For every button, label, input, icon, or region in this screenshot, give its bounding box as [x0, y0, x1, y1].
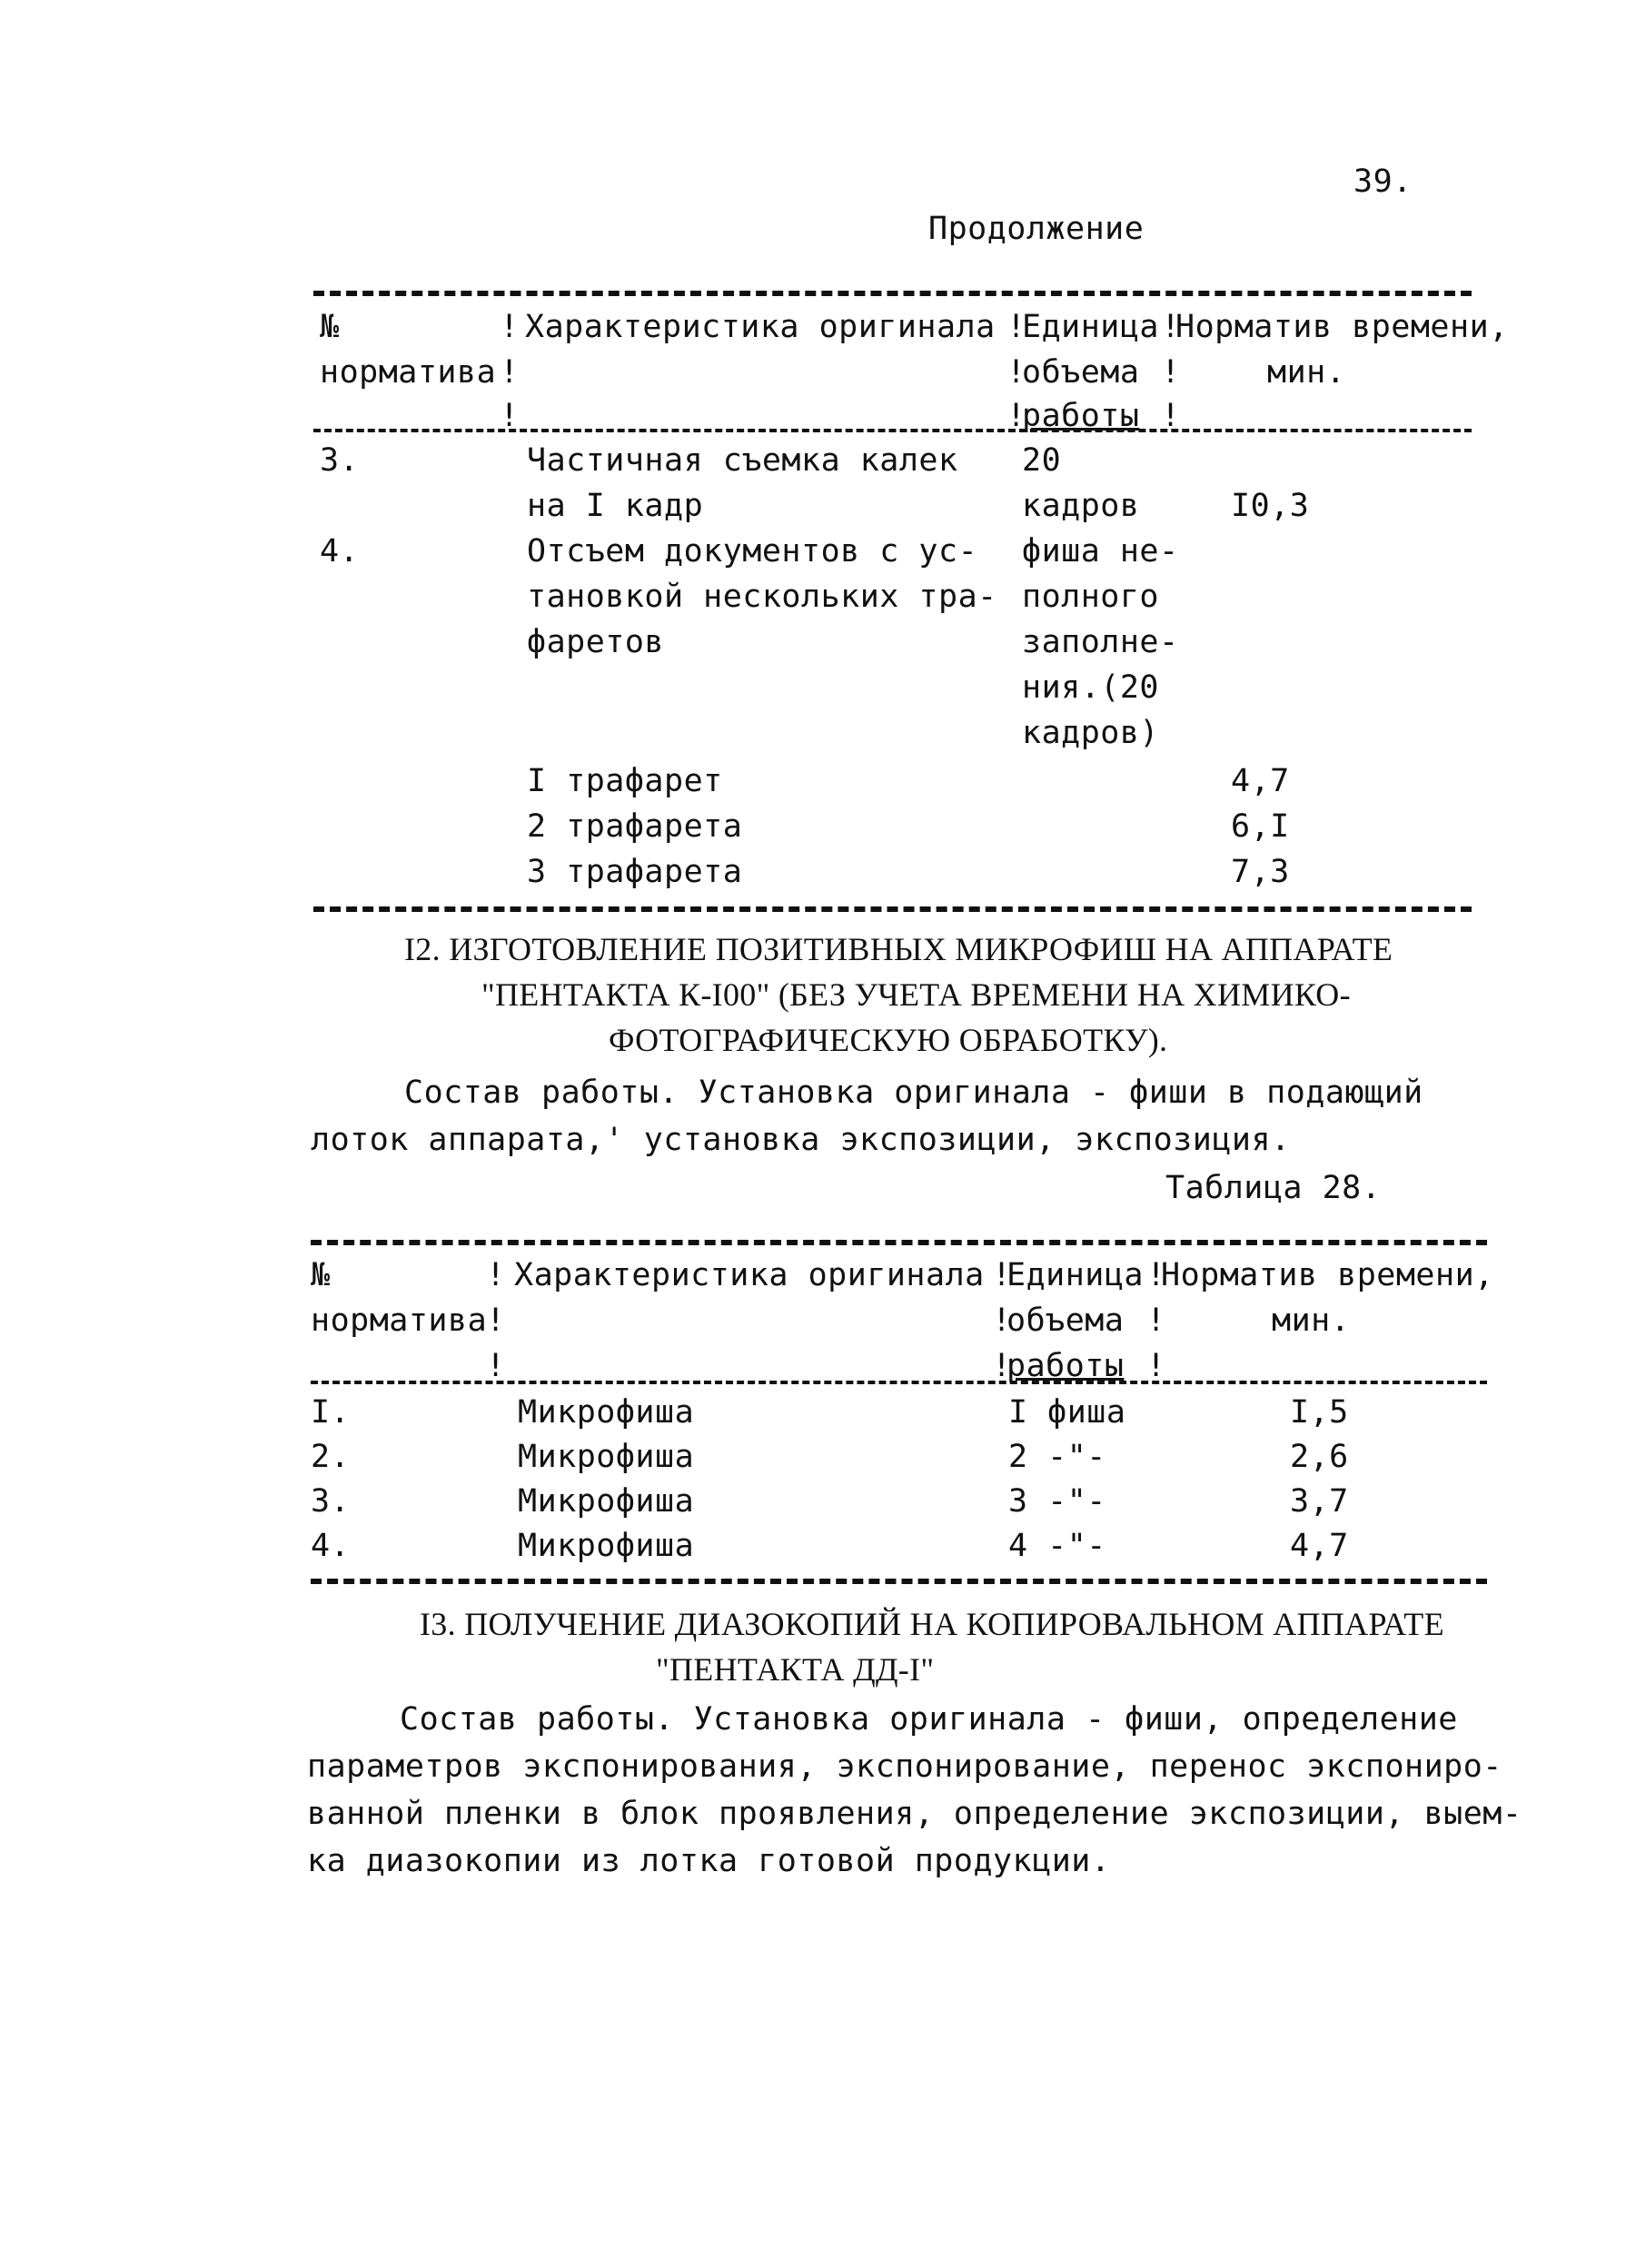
section-body-2: лоток аппарата,' установка экспозиции, экспозиция.	[311, 1122, 1291, 1158]
header-norm: Норматив времени,	[1175, 309, 1509, 345]
header-unit-2: объема	[1006, 1302, 1125, 1339]
continuation-label: Продолжение	[928, 211, 1145, 247]
table-bottom-rule	[311, 1579, 1487, 1584]
table-label: Таблица 28.	[1165, 1170, 1382, 1206]
section-title: I3. ПОЛУЧЕНИЕ ДИАЗОКОПИЙ НА КОПИРОВАЛЬНОМ АППАРАТЕ	[420, 1606, 1444, 1642]
section-body-2: параметров экспонирования, экспонирование, перенос экспониро-	[307, 1748, 1502, 1785]
header-norm-2: мин.	[1267, 354, 1346, 391]
header-no: №	[311, 1257, 331, 1293]
header-unit-2: объема	[1022, 354, 1140, 391]
header-characteristic: Характеристика оригинала	[514, 1257, 985, 1293]
header-norm: Норматив времени,	[1161, 1257, 1494, 1293]
section-body: Состав работы. Установка оригинала - фиши, определение	[400, 1701, 1458, 1738]
header-characteristic: Характеристика оригинала	[525, 309, 996, 345]
header-unit: Единица	[1006, 1257, 1145, 1293]
section-body-3: ванной пленки в блок проявления, определение экспозиции, выем-	[307, 1796, 1522, 1832]
table-top-rule	[311, 1240, 1487, 1245]
section-title-3: ФОТОГРАФИЧЕСКУЮ ОБРАБОТКУ).	[609, 1022, 1168, 1058]
table-top-rule	[313, 291, 1472, 296]
header-unit-3: работы	[1006, 1348, 1125, 1384]
header-unit: Единица	[1022, 309, 1160, 345]
header-norm-2: мин.	[1272, 1302, 1351, 1339]
header-no-2: норматива	[311, 1302, 488, 1339]
header-no-2: норматива	[320, 354, 497, 391]
header-bottom-rule	[311, 1381, 1487, 1384]
section-title-2: "ПЕНТАКТА К-I00" (БЕЗ УЧЕТА ВРЕМЕНИ НА ХИМИКО-	[481, 976, 1351, 1013]
section-body: Состав работы. Установка оригинала - фиши в подающий	[404, 1075, 1423, 1111]
table-bottom-rule	[313, 906, 1472, 912]
header-unit-3: работы	[1022, 398, 1140, 434]
header-bottom-rule	[313, 429, 1472, 432]
header-no: №	[320, 309, 340, 345]
page-number: 39.	[1353, 163, 1413, 200]
section-title: I2. ИЗГОТОВЛЕНИЕ ПОЗИТИВНЫХ МИКРОФИШ НА АППАРАТЕ	[404, 931, 1393, 967]
section-title-2: "ПЕНТАКТА ДД-I"	[656, 1651, 935, 1688]
section-body-4: ка диазокопии из лотка готовой продукции.	[307, 1843, 1111, 1879]
